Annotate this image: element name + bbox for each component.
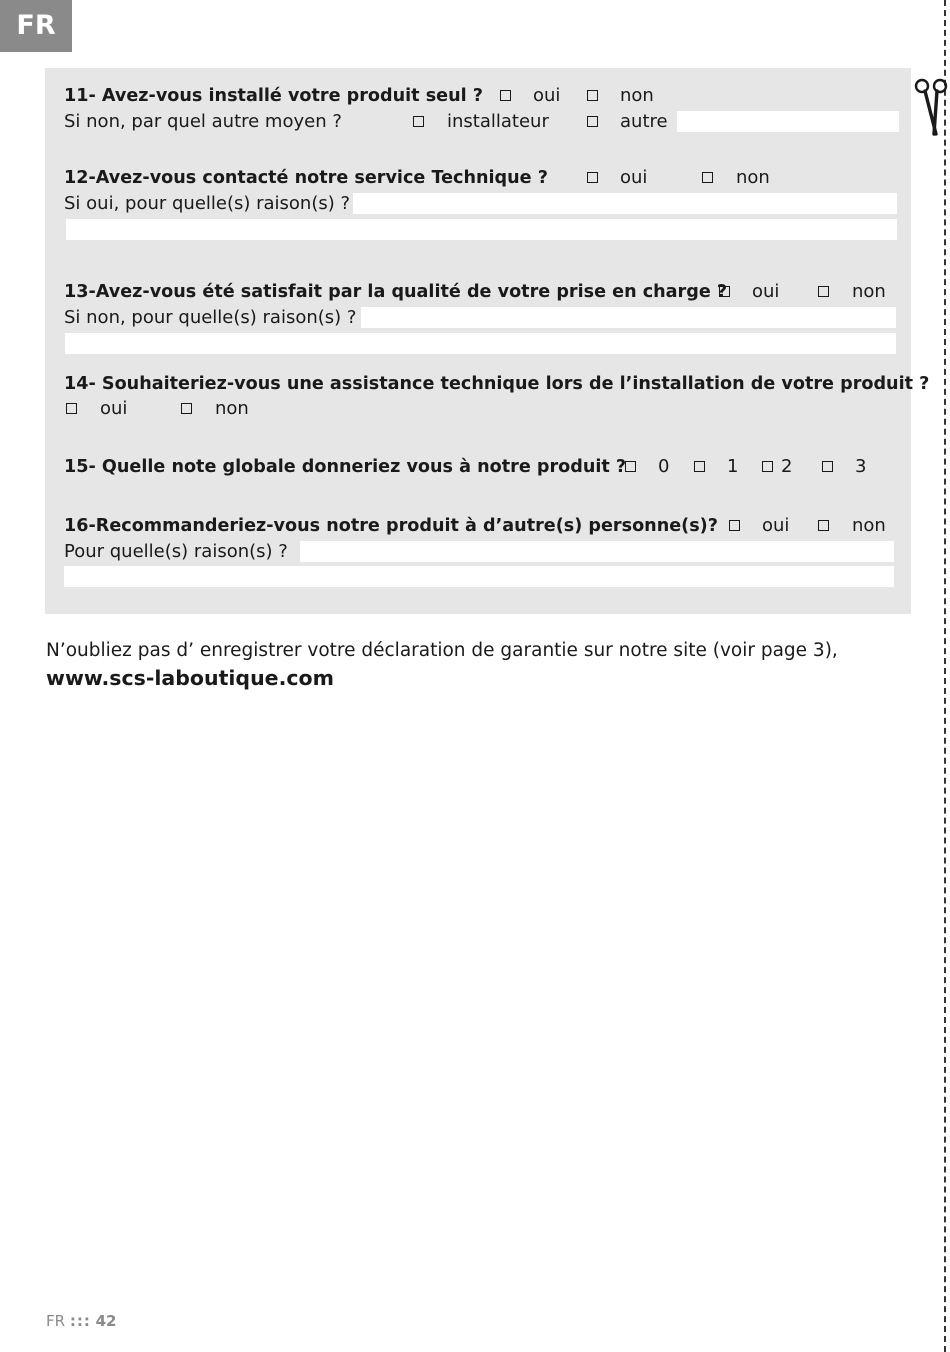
footer-lang: FR [46,1312,66,1330]
q11-sub-label: Si non, par quel autre moyen ? [64,111,342,132]
q12-no-label: non [736,167,770,188]
q12-sub-label: Si oui, pour quelle(s) raison(s) ? [64,193,351,214]
q14-no-checkbox[interactable] [181,403,192,414]
q11-installer-checkbox[interactable] [413,116,424,127]
q15-rating-3-label: 3 [855,456,867,477]
q15-rating-1-checkbox[interactable] [694,461,705,472]
q13-reason-field[interactable] [361,307,896,328]
q16-no-label: non [852,515,886,536]
q16-yes-label: oui [762,515,790,536]
q15-rating-0-checkbox[interactable] [625,461,636,472]
q13-no-label: non [852,281,886,302]
q14-label: 14- Souhaiteriez-vous une assistance technique lors de l’installation de votre produit ? [64,374,930,394]
page-footer [46,1311,117,1331]
page-number: 42 [95,1312,117,1330]
q11-other-field[interactable] [677,111,899,132]
q12-yes-checkbox[interactable] [587,172,598,183]
q11-no-label: non [620,85,654,106]
q15-label: 15- Quelle note globale donneriez vous à notre produit ? [64,457,627,477]
q16-yes-checkbox[interactable] [729,520,740,531]
q16-reason-field-line2[interactable] [64,566,894,587]
scissors-icon [914,76,948,138]
q13-reason-field-line2[interactable] [65,333,896,354]
q16-reason-field[interactable] [300,541,894,562]
q11-installer-label: installateur [447,111,549,132]
q15-rating-0-label: 0 [658,456,670,477]
q12-label: 12-Avez-vous contacté notre service Technique ? [64,168,548,188]
q11-other-checkbox[interactable] [587,116,598,127]
q12-no-checkbox[interactable] [702,172,713,183]
cut-line [944,0,946,1352]
q14-yes-checkbox[interactable] [66,403,77,414]
q16-no-checkbox[interactable] [818,520,829,531]
q12-reason-field[interactable] [353,193,897,214]
q13-label: 13-Avez-vous été satisfait par la qualité de votre prise en charge ? [64,282,728,302]
q13-yes-label: oui [752,281,780,302]
language-tab: FR [0,0,72,52]
q12-reason-field-line2[interactable] [66,219,897,240]
footer-separator: ::: [69,1312,91,1330]
q15-rating-2-checkbox[interactable] [762,461,773,472]
q15-rating-2-label: 2 [781,456,793,477]
q13-no-checkbox[interactable] [818,286,829,297]
q13-yes-checkbox[interactable] [719,286,730,297]
website-link[interactable]: www.scs-laboutique.com [46,666,334,690]
q14-yes-label: oui [100,398,128,419]
q16-label: 16-Recommanderiez-vous notre produit à d’autre(s) personne(s)? [64,516,718,536]
q16-sub-label: Pour quelle(s) raison(s) ? [64,541,288,562]
q11-yes-label: oui [533,85,561,106]
q14-no-label: non [215,398,249,419]
warranty-note: N’oubliez pas d’ enregistrer votre déclaration de garantie sur notre site (voir page 3), [46,640,838,661]
q11-no-checkbox[interactable] [587,90,598,101]
q12-yes-label: oui [620,167,648,188]
q13-sub-label: Si non, pour quelle(s) raison(s) ? [64,307,357,328]
q15-rating-3-checkbox[interactable] [822,461,833,472]
q15-rating-1-label: 1 [727,456,739,477]
q11-yes-checkbox[interactable] [500,90,511,101]
q11-label: 11- Avez-vous installé votre produit seul ? [64,86,483,106]
q11-other-label: autre [620,111,668,132]
